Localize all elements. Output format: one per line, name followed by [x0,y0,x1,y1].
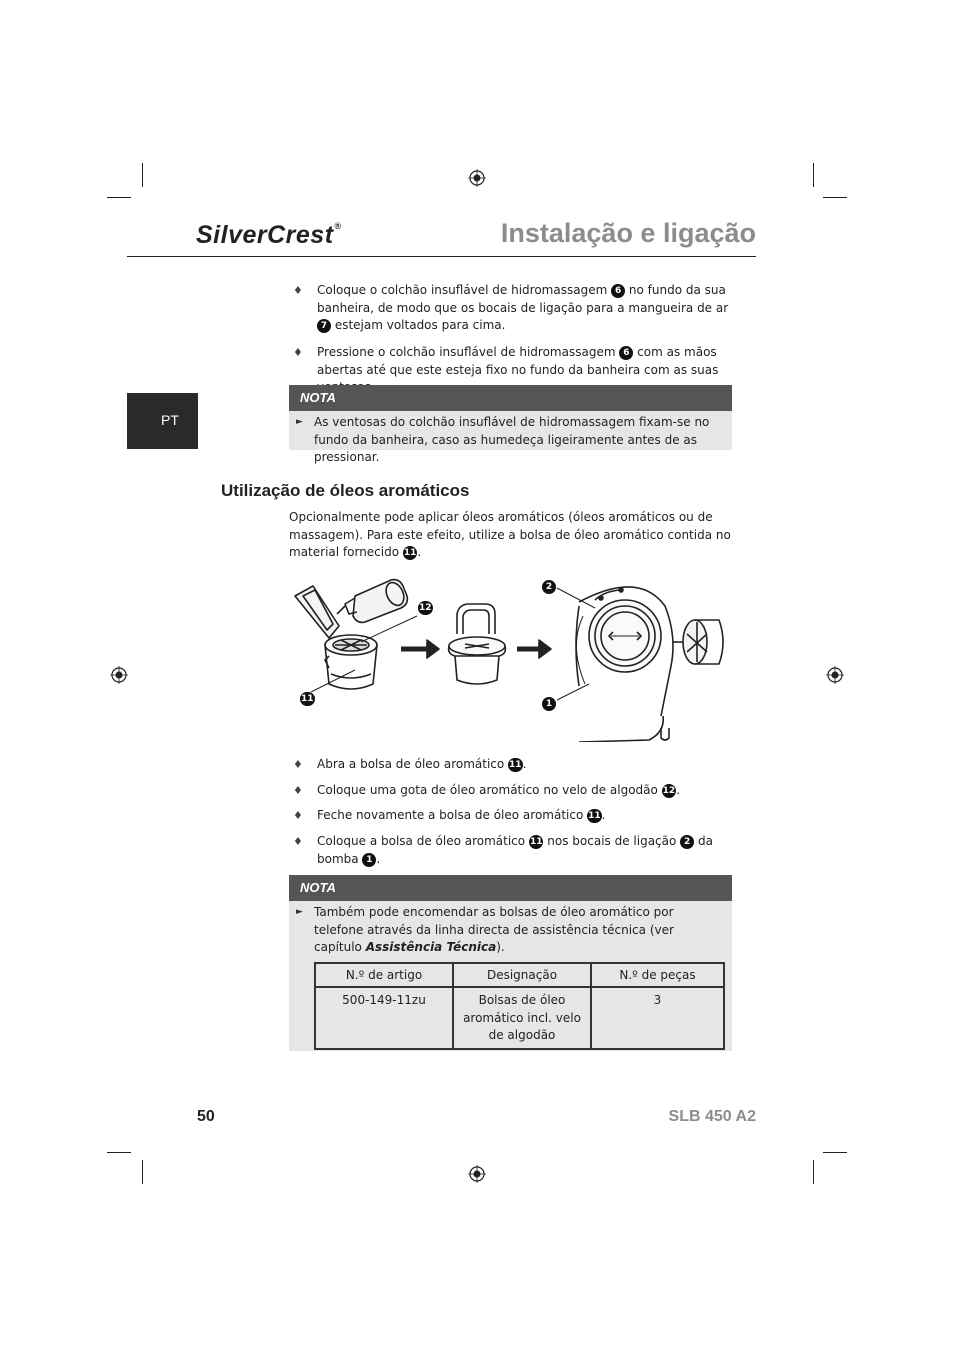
crop-mark [813,163,814,187]
reference-number: 6 [611,284,625,298]
table-header: Designação [453,963,591,987]
crop-mark [823,1152,847,1153]
list-item: ♦ Coloque uma gota de óleo aromático no velo de algodão 12. [290,782,735,800]
list-item: ♦ Abra a bolsa de óleo aromático 11. [290,756,735,774]
list-item: ♦ Coloque o colchão insuflável de hidromassagem 6 no fundo da sua banheira, de modo que os bocais de ligação para a mangueira de ar 7 estejam voltados para cima. [293,283,729,332]
section-paragraph: Opcionalmente pode aplicar óleos aromáticos (óleos aromáticos ou de massagem). Para este efeito, utilize a bolsa de óleo aromático contida no material fornecido 11. [289,510,731,559]
aroma-pouch-illustration [289,556,735,742]
bullet-diamond-icon: ♦ [293,835,303,848]
parts-table [314,962,725,1050]
table-cell: Bolsas de óleo aromático incl. velo de algodão [453,987,591,1049]
note-label: NOTA [289,385,732,411]
table-cell: 3 [591,987,724,1049]
crop-mark [142,163,143,187]
reference-number: 1 [362,853,376,867]
table-cell: 500-149-11zu [315,987,453,1049]
section-heading: Utilização de óleos aromáticos [221,481,470,500]
reference-number: 6 [619,346,633,360]
crop-mark [823,197,847,198]
registration-mark-icon [110,666,128,684]
bullet-diamond-icon: ♦ [293,346,303,359]
bullet-diamond-icon: ♦ [293,784,303,797]
reference-number: 7 [317,319,331,333]
note-text: As ventosas do colchão insuflável de hidromassagem fixam-se no fundo da banheira, caso as humedeça ligeiramente antes de as pressionar. [314,415,710,464]
pointer-arrow-icon: ► [296,417,303,427]
callout-1: 1 [542,697,556,711]
reference-number: 12 [662,786,676,796]
note-box [289,385,732,464]
language-tab: PT [127,393,198,449]
bullet-diamond-icon: ♦ [293,284,303,297]
bullet-diamond-icon: ♦ [293,809,303,822]
note-label: NOTA [289,875,732,901]
list-item: ♦ Feche novamente a bolsa de óleo aromático 11. [290,807,735,825]
reference-number: 11 [403,548,417,558]
reference-number: 11 [509,760,522,770]
table-row [315,987,724,1049]
crop-mark [107,1152,131,1153]
page-title: Instalação e ligação [500,218,756,248]
registration-mark-icon [826,666,844,684]
table-header: N.º de artigo [315,963,453,987]
reference-number: 2 [680,835,694,849]
crop-mark [107,197,131,198]
reference-number: 11 [588,811,601,821]
pointer-arrow-icon: ► [296,907,303,917]
reference-number: 11 [529,837,543,847]
header-rule [127,256,756,257]
page-number: 50 [197,1108,215,1125]
callout-11: 11 [301,694,314,704]
crop-mark [813,1160,814,1184]
list-item: ♦ Pressione o colchão insuflável de hidromassagem 6 com as mãos abertas até que este esteja fixo no fundo da banheira com as suas [293,345,719,377]
callout-2: 2 [542,580,556,594]
brand-logo: SilverCrest® [196,221,342,249]
callout-12: 12 [419,603,432,613]
table-header: N.º de peças [591,963,724,987]
list-item: ♦ Coloque a bolsa de óleo aromático 11 nos bocais de ligação 2 da bomba 1 . [293,834,713,866]
bullet-diamond-icon: ♦ [293,758,303,771]
crop-mark [142,1160,143,1184]
registration-mark-icon [468,169,486,187]
model-number: SLB 450 A2 [668,1108,756,1125]
table-header-row [315,963,724,987]
note-text: Também pode encomendar as bolsas de óleo aromático por telefone através da linha directa de assistência técnica (ver capítulo Assistência Técnica). [314,905,674,954]
registration-mark-icon [468,1165,486,1183]
